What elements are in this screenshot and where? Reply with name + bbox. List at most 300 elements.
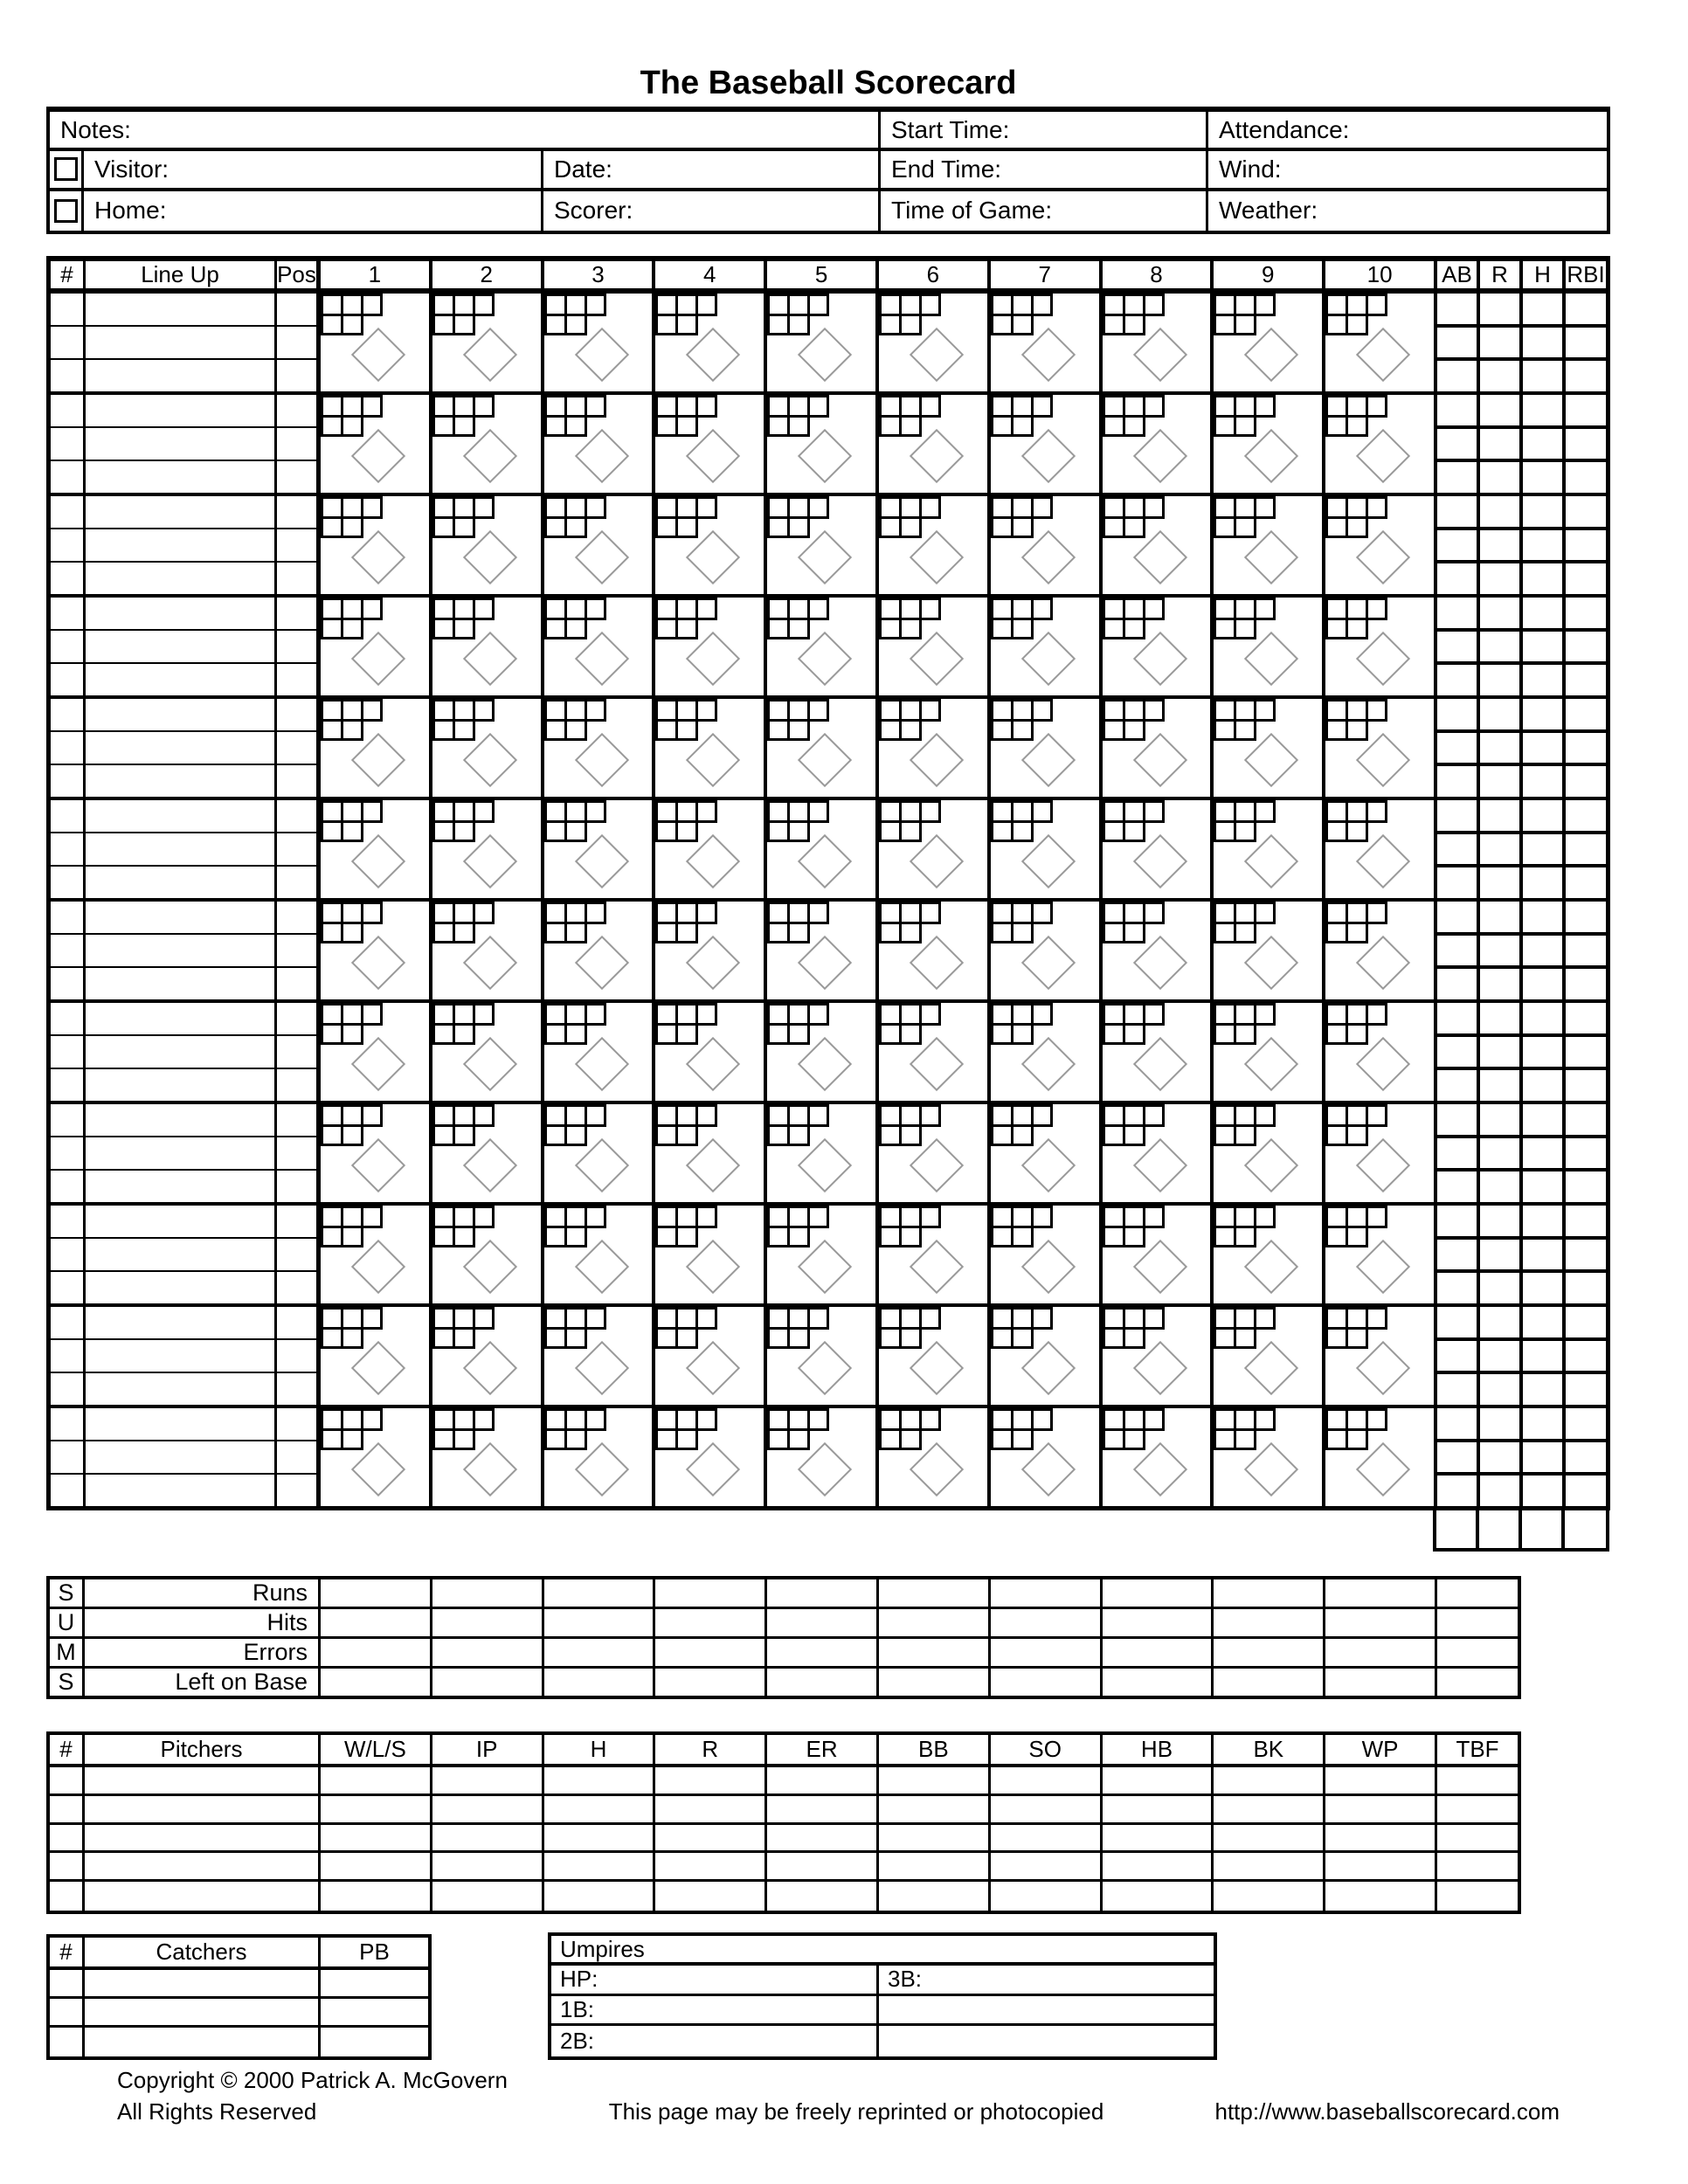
inning-scoring-cell[interactable] xyxy=(432,395,544,496)
stat-total-cell[interactable] xyxy=(1565,1510,1606,1548)
stat-cell[interactable] xyxy=(1437,800,1477,834)
pitch-count-boxes-icon[interactable] xyxy=(767,294,829,335)
pitcher-stat-cell[interactable] xyxy=(1214,1853,1325,1882)
inning-scoring-cell[interactable] xyxy=(1214,496,1325,598)
inning-scoring-cell[interactable] xyxy=(321,1206,432,1307)
pitcher-stat-cell[interactable] xyxy=(432,1767,544,1796)
stat-cell[interactable] xyxy=(1566,1206,1606,1240)
stat-cell[interactable] xyxy=(1523,665,1562,695)
inning-scoring-cell[interactable] xyxy=(1214,1003,1325,1104)
pitcher-stat-cell[interactable] xyxy=(1214,1882,1325,1911)
umpire-blank-field[interactable] xyxy=(879,2026,1214,2056)
pitcher-number-cell[interactable] xyxy=(50,1796,85,1825)
sum-inning-cell[interactable] xyxy=(544,1669,656,1696)
inning-scoring-cell[interactable] xyxy=(544,699,656,800)
position-cell[interactable] xyxy=(277,631,316,664)
stat-cell[interactable] xyxy=(1437,361,1477,391)
inning-scoring-cell[interactable] xyxy=(767,395,879,496)
stat-cell[interactable] xyxy=(1566,969,1606,999)
pitch-count-boxes-icon[interactable] xyxy=(1325,598,1387,639)
umpire-blank-field[interactable] xyxy=(879,1996,1214,2027)
pitch-count-boxes-icon[interactable] xyxy=(879,496,941,538)
pitcher-stat-cell[interactable] xyxy=(432,1882,544,1911)
catcher-pb-cell[interactable] xyxy=(321,2028,428,2056)
inning-scoring-cell[interactable] xyxy=(432,1206,544,1307)
sum-inning-cell[interactable] xyxy=(1325,1579,1437,1609)
pitch-count-boxes-icon[interactable] xyxy=(767,1003,829,1045)
pitch-count-boxes-icon[interactable] xyxy=(544,800,606,842)
pitch-count-boxes-icon[interactable] xyxy=(879,1307,941,1349)
inning-scoring-cell[interactable] xyxy=(1214,1206,1325,1307)
batter-number-cell[interactable] xyxy=(51,732,83,765)
inning-scoring-cell[interactable] xyxy=(1214,395,1325,496)
stat-cell[interactable] xyxy=(1480,563,1519,594)
inning-scoring-cell[interactable] xyxy=(879,1307,991,1408)
position-cell[interactable] xyxy=(277,1069,316,1101)
batter-number-cell[interactable] xyxy=(51,1104,83,1137)
sum-inning-cell[interactable] xyxy=(544,1579,656,1609)
stat-cell[interactable] xyxy=(1437,1240,1477,1274)
stat-cell[interactable] xyxy=(1480,1104,1519,1138)
inning-scoring-cell[interactable] xyxy=(1325,598,1437,699)
inning-scoring-cell[interactable] xyxy=(1325,1307,1437,1408)
pitch-count-boxes-icon[interactable] xyxy=(879,294,941,335)
pitcher-stat-cell[interactable] xyxy=(991,1882,1103,1911)
stat-cell[interactable] xyxy=(1437,1003,1477,1037)
lineup-name-cell[interactable] xyxy=(86,563,274,594)
stat-cell[interactable] xyxy=(1566,1273,1606,1303)
pitcher-stat-cell[interactable] xyxy=(1103,1825,1214,1854)
stat-cell[interactable] xyxy=(1437,1138,1477,1172)
inning-scoring-cell[interactable] xyxy=(1103,294,1214,395)
stat-cell[interactable] xyxy=(1523,969,1562,999)
batter-number-cell[interactable] xyxy=(51,1307,83,1340)
pitch-count-boxes-icon[interactable] xyxy=(544,1003,606,1045)
pitch-count-boxes-icon[interactable] xyxy=(1214,800,1276,842)
stat-cell[interactable] xyxy=(1566,1341,1606,1375)
inning-scoring-cell[interactable] xyxy=(991,800,1103,902)
position-cell[interactable] xyxy=(277,496,316,529)
stat-cell[interactable] xyxy=(1566,530,1606,564)
stat-cell[interactable] xyxy=(1566,733,1606,767)
sum-inning-cell[interactable] xyxy=(879,1669,991,1696)
stat-cell[interactable] xyxy=(1480,800,1519,834)
pitch-count-boxes-icon[interactable] xyxy=(432,1408,495,1450)
lineup-name-cell[interactable] xyxy=(86,1373,274,1405)
batter-number-cell[interactable] xyxy=(51,598,83,631)
pitch-count-boxes-icon[interactable] xyxy=(1103,1408,1165,1450)
pitch-count-boxes-icon[interactable] xyxy=(321,902,383,943)
inning-scoring-cell[interactable] xyxy=(991,902,1103,1003)
position-cell[interactable] xyxy=(277,1003,316,1036)
inning-scoring-cell[interactable] xyxy=(321,902,432,1003)
inning-scoring-cell[interactable] xyxy=(655,800,767,902)
pitch-count-boxes-icon[interactable] xyxy=(432,1307,495,1349)
umpire-hp-field[interactable]: HP: xyxy=(551,1966,879,1996)
inning-scoring-cell[interactable] xyxy=(321,1307,432,1408)
lineup-name-cell[interactable] xyxy=(86,1206,274,1239)
stat-cell[interactable] xyxy=(1437,1206,1477,1240)
stat-cell[interactable] xyxy=(1523,1442,1562,1476)
pitcher-number-cell[interactable] xyxy=(50,1825,85,1854)
inning-scoring-cell[interactable] xyxy=(1103,1003,1214,1104)
inning-scoring-cell[interactable] xyxy=(1325,1003,1437,1104)
stat-cell[interactable] xyxy=(1480,632,1519,666)
inning-scoring-cell[interactable] xyxy=(991,1003,1103,1104)
stat-cell[interactable] xyxy=(1523,1138,1562,1172)
lineup-name-cell[interactable] xyxy=(86,327,274,360)
stat-cell[interactable] xyxy=(1480,1003,1519,1037)
batter-number-cell[interactable] xyxy=(51,294,83,327)
stat-cell[interactable] xyxy=(1437,733,1477,767)
pitch-count-boxes-icon[interactable] xyxy=(991,699,1053,741)
stat-cell[interactable] xyxy=(1523,800,1562,834)
sum-inning-cell[interactable] xyxy=(1103,1609,1214,1639)
sum-inning-cell[interactable] xyxy=(544,1639,656,1669)
pitcher-stat-cell[interactable] xyxy=(767,1825,879,1854)
pitch-count-boxes-icon[interactable] xyxy=(432,294,495,335)
sum-inning-cell[interactable] xyxy=(1325,1609,1437,1639)
inning-scoring-cell[interactable] xyxy=(432,1307,544,1408)
lineup-name-cell[interactable] xyxy=(86,1475,274,1506)
stat-cell[interactable] xyxy=(1437,1037,1477,1071)
stat-cell[interactable] xyxy=(1437,1273,1477,1303)
inning-scoring-cell[interactable] xyxy=(1325,902,1437,1003)
pitcher-stat-cell[interactable] xyxy=(432,1825,544,1854)
pitch-count-boxes-icon[interactable] xyxy=(432,496,495,538)
lineup-name-cell[interactable] xyxy=(86,395,274,428)
pitch-count-boxes-icon[interactable] xyxy=(1103,496,1165,538)
batter-number-cell[interactable] xyxy=(51,867,83,898)
inning-scoring-cell[interactable] xyxy=(432,598,544,699)
lineup-name-cell[interactable] xyxy=(86,1104,274,1137)
pitcher-name-cell[interactable] xyxy=(85,1796,321,1825)
stat-cell[interactable] xyxy=(1480,429,1519,463)
stat-cell[interactable] xyxy=(1566,1240,1606,1274)
umpire-3b-field[interactable]: 3B: xyxy=(879,1966,1214,1996)
sum-inning-cell[interactable] xyxy=(767,1669,879,1696)
stat-cell[interactable] xyxy=(1480,936,1519,970)
stat-cell[interactable] xyxy=(1480,834,1519,868)
stat-cell[interactable] xyxy=(1566,328,1606,362)
pitch-count-boxes-icon[interactable] xyxy=(321,294,383,335)
pitch-count-boxes-icon[interactable] xyxy=(1214,1003,1276,1045)
inning-scoring-cell[interactable] xyxy=(1325,699,1437,800)
pitch-count-boxes-icon[interactable] xyxy=(655,395,717,437)
batter-number-cell[interactable] xyxy=(51,395,83,428)
position-cell[interactable] xyxy=(277,598,316,631)
pitch-count-boxes-icon[interactable] xyxy=(1325,699,1387,741)
position-cell[interactable] xyxy=(277,327,316,360)
stat-cell[interactable] xyxy=(1437,936,1477,970)
batter-number-cell[interactable] xyxy=(51,1069,83,1101)
pitch-count-boxes-icon[interactable] xyxy=(1103,1206,1165,1248)
inning-scoring-cell[interactable] xyxy=(1325,800,1437,902)
pitcher-stat-cell[interactable] xyxy=(655,1882,767,1911)
stat-cell[interactable] xyxy=(1480,361,1519,391)
stat-cell[interactable] xyxy=(1437,834,1477,868)
pitch-count-boxes-icon[interactable] xyxy=(321,1003,383,1045)
stat-cell[interactable] xyxy=(1523,1070,1562,1101)
pitch-count-boxes-icon[interactable] xyxy=(1103,902,1165,943)
pitch-count-boxes-icon[interactable] xyxy=(1103,294,1165,335)
pitch-count-boxes-icon[interactable] xyxy=(991,598,1053,639)
position-cell[interactable] xyxy=(277,461,316,493)
inning-scoring-cell[interactable] xyxy=(1103,496,1214,598)
inning-scoring-cell[interactable] xyxy=(1325,1104,1437,1206)
inning-scoring-cell[interactable] xyxy=(991,395,1103,496)
stat-cell[interactable] xyxy=(1566,462,1606,493)
inning-scoring-cell[interactable] xyxy=(1103,395,1214,496)
pitch-count-boxes-icon[interactable] xyxy=(1325,496,1387,538)
pitch-count-boxes-icon[interactable] xyxy=(1103,1104,1165,1146)
stat-cell[interactable] xyxy=(1523,1206,1562,1240)
inning-scoring-cell[interactable] xyxy=(432,1003,544,1104)
batter-number-cell[interactable] xyxy=(51,1441,83,1475)
stat-cell[interactable] xyxy=(1437,1442,1477,1476)
stat-cell[interactable] xyxy=(1523,1273,1562,1303)
pitch-count-boxes-icon[interactable] xyxy=(991,1206,1053,1248)
pitch-count-boxes-icon[interactable] xyxy=(321,598,383,639)
inning-scoring-cell[interactable] xyxy=(991,598,1103,699)
lineup-name-cell[interactable] xyxy=(86,732,274,765)
inning-scoring-cell[interactable] xyxy=(1103,699,1214,800)
inning-scoring-cell[interactable] xyxy=(321,294,432,395)
stat-cell[interactable] xyxy=(1480,665,1519,695)
pitch-count-boxes-icon[interactable] xyxy=(544,1307,606,1349)
pitch-count-boxes-icon[interactable] xyxy=(1325,1003,1387,1045)
pitch-count-boxes-icon[interactable] xyxy=(321,1104,383,1146)
stat-cell[interactable] xyxy=(1480,1341,1519,1375)
stat-cell[interactable] xyxy=(1523,462,1562,493)
stat-total-cell[interactable] xyxy=(1436,1510,1479,1548)
sum-inning-cell[interactable] xyxy=(991,1669,1103,1696)
position-cell[interactable] xyxy=(277,1171,316,1202)
lineup-name-cell[interactable] xyxy=(86,1171,274,1202)
stat-cell[interactable] xyxy=(1437,665,1477,695)
inning-scoring-cell[interactable] xyxy=(1214,294,1325,395)
stat-cell[interactable] xyxy=(1437,1307,1477,1341)
stat-cell[interactable] xyxy=(1480,462,1519,493)
pitch-count-boxes-icon[interactable] xyxy=(1325,1206,1387,1248)
inning-scoring-cell[interactable] xyxy=(767,1003,879,1104)
batter-number-cell[interactable] xyxy=(51,699,83,732)
inning-scoring-cell[interactable] xyxy=(321,598,432,699)
pitcher-stat-cell[interactable] xyxy=(1103,1767,1214,1796)
pitch-count-boxes-icon[interactable] xyxy=(321,1206,383,1248)
pitch-count-boxes-icon[interactable] xyxy=(321,1408,383,1450)
lineup-name-cell[interactable] xyxy=(86,1036,274,1069)
inning-scoring-cell[interactable] xyxy=(879,902,991,1003)
pitch-count-boxes-icon[interactable] xyxy=(1214,1307,1276,1349)
date-field[interactable] xyxy=(543,151,881,190)
stat-cell[interactable] xyxy=(1523,936,1562,970)
batter-number-cell[interactable] xyxy=(51,1408,83,1441)
inning-scoring-cell[interactable] xyxy=(767,699,879,800)
pitch-count-boxes-icon[interactable] xyxy=(879,800,941,842)
pitcher-stat-cell[interactable] xyxy=(321,1796,432,1825)
pitch-count-boxes-icon[interactable] xyxy=(767,699,829,741)
pitch-count-boxes-icon[interactable] xyxy=(1325,1408,1387,1450)
umpire-1b-field[interactable]: 1B: xyxy=(551,1996,879,2027)
pitch-count-boxes-icon[interactable] xyxy=(991,1408,1053,1450)
inning-scoring-cell[interactable] xyxy=(767,1206,879,1307)
position-cell[interactable] xyxy=(277,1104,316,1137)
stat-cell[interactable] xyxy=(1437,294,1477,328)
inning-scoring-cell[interactable] xyxy=(767,800,879,902)
stat-cell[interactable] xyxy=(1480,902,1519,936)
pitcher-stat-cell[interactable] xyxy=(544,1853,656,1882)
pitcher-stat-cell[interactable] xyxy=(1437,1796,1518,1825)
pitcher-stat-cell[interactable] xyxy=(321,1882,432,1911)
batter-number-cell[interactable] xyxy=(51,461,83,493)
pitch-count-boxes-icon[interactable] xyxy=(1214,902,1276,943)
pitcher-stat-cell[interactable] xyxy=(991,1767,1103,1796)
pitcher-stat-cell[interactable] xyxy=(767,1796,879,1825)
pitch-count-boxes-icon[interactable] xyxy=(1103,598,1165,639)
pitcher-number-cell[interactable] xyxy=(50,1767,85,1796)
stat-cell[interactable] xyxy=(1523,395,1562,429)
inning-scoring-cell[interactable] xyxy=(1214,902,1325,1003)
batter-number-cell[interactable] xyxy=(51,1137,83,1171)
sum-inning-cell[interactable] xyxy=(655,1609,767,1639)
stat-cell[interactable] xyxy=(1437,1341,1477,1375)
pitch-count-boxes-icon[interactable] xyxy=(655,294,717,335)
catcher-number-cell[interactable] xyxy=(50,1970,85,1999)
inning-scoring-cell[interactable] xyxy=(879,395,991,496)
stat-cell[interactable] xyxy=(1480,496,1519,530)
pitcher-stat-cell[interactable] xyxy=(1325,1767,1437,1796)
stat-cell[interactable] xyxy=(1523,632,1562,666)
pitcher-stat-cell[interactable] xyxy=(991,1796,1103,1825)
sum-inning-cell[interactable] xyxy=(767,1639,879,1669)
position-cell[interactable] xyxy=(277,1373,316,1405)
sum-inning-cell[interactable] xyxy=(1214,1669,1325,1696)
batter-number-cell[interactable] xyxy=(51,800,83,833)
position-cell[interactable] xyxy=(277,902,316,935)
catcher-pb-cell[interactable] xyxy=(321,1970,428,1999)
stat-cell[interactable] xyxy=(1480,328,1519,362)
pitch-count-boxes-icon[interactable] xyxy=(1325,294,1387,335)
stat-cell[interactable] xyxy=(1566,1003,1606,1037)
inning-scoring-cell[interactable] xyxy=(432,1104,544,1206)
stat-cell[interactable] xyxy=(1523,1307,1562,1341)
sum-inning-cell[interactable] xyxy=(767,1609,879,1639)
inning-scoring-cell[interactable] xyxy=(655,1104,767,1206)
stat-cell[interactable] xyxy=(1437,496,1477,530)
batter-number-cell[interactable] xyxy=(51,1340,83,1373)
pitcher-stat-cell[interactable] xyxy=(1325,1853,1437,1882)
inning-scoring-cell[interactable] xyxy=(432,1408,544,1506)
inning-scoring-cell[interactable] xyxy=(321,395,432,496)
stat-cell[interactable] xyxy=(1523,1408,1562,1442)
pitcher-stat-cell[interactable] xyxy=(1437,1882,1518,1911)
inning-scoring-cell[interactable] xyxy=(321,1003,432,1104)
pitch-count-boxes-icon[interactable] xyxy=(767,1307,829,1349)
sum-inning-cell[interactable] xyxy=(1214,1579,1325,1609)
pitch-count-boxes-icon[interactable] xyxy=(655,902,717,943)
stat-cell[interactable] xyxy=(1480,1307,1519,1341)
lineup-name-cell[interactable] xyxy=(86,1441,274,1475)
stat-cell[interactable] xyxy=(1437,902,1477,936)
inning-scoring-cell[interactable] xyxy=(879,699,991,800)
batter-number-cell[interactable] xyxy=(51,327,83,360)
pitch-count-boxes-icon[interactable] xyxy=(1214,699,1276,741)
stat-cell[interactable] xyxy=(1480,867,1519,898)
pitch-count-boxes-icon[interactable] xyxy=(432,902,495,943)
pitcher-stat-cell[interactable] xyxy=(1103,1796,1214,1825)
lineup-name-cell[interactable] xyxy=(86,833,274,867)
pitch-count-boxes-icon[interactable] xyxy=(1214,496,1276,538)
scorer-field[interactable] xyxy=(543,191,881,231)
batter-number-cell[interactable] xyxy=(51,664,83,695)
attendance-field[interactable] xyxy=(1208,112,1607,151)
lineup-name-cell[interactable] xyxy=(86,1340,274,1373)
inning-scoring-cell[interactable] xyxy=(544,294,656,395)
pitcher-name-cell[interactable] xyxy=(85,1767,321,1796)
pitch-count-boxes-icon[interactable] xyxy=(321,496,383,538)
inning-scoring-cell[interactable] xyxy=(432,294,544,395)
pitch-count-boxes-icon[interactable] xyxy=(991,902,1053,943)
inning-scoring-cell[interactable] xyxy=(1325,395,1437,496)
inning-scoring-cell[interactable] xyxy=(1325,1206,1437,1307)
inning-scoring-cell[interactable] xyxy=(655,1307,767,1408)
stat-total-cell[interactable] xyxy=(1522,1510,1565,1548)
inning-scoring-cell[interactable] xyxy=(1214,699,1325,800)
batter-number-cell[interactable] xyxy=(51,563,83,594)
catcher-name-cell[interactable] xyxy=(85,2028,321,2056)
position-cell[interactable] xyxy=(277,529,316,563)
batter-number-cell[interactable] xyxy=(51,1272,83,1303)
stat-cell[interactable] xyxy=(1523,530,1562,564)
pitcher-stat-cell[interactable] xyxy=(655,1853,767,1882)
pitch-count-boxes-icon[interactable] xyxy=(655,699,717,741)
pitch-count-boxes-icon[interactable] xyxy=(544,496,606,538)
stat-cell[interactable] xyxy=(1566,1374,1606,1405)
pitcher-stat-cell[interactable] xyxy=(655,1825,767,1854)
pitch-count-boxes-icon[interactable] xyxy=(544,1104,606,1146)
pitcher-stat-cell[interactable] xyxy=(432,1853,544,1882)
pitch-count-boxes-icon[interactable] xyxy=(655,598,717,639)
inning-scoring-cell[interactable] xyxy=(1103,902,1214,1003)
pitch-count-boxes-icon[interactable] xyxy=(432,800,495,842)
stat-cell[interactable] xyxy=(1523,1240,1562,1274)
inning-scoring-cell[interactable] xyxy=(1325,1408,1437,1506)
batter-number-cell[interactable] xyxy=(51,833,83,867)
inning-scoring-cell[interactable] xyxy=(991,294,1103,395)
stat-cell[interactable] xyxy=(1566,1070,1606,1101)
stat-cell[interactable] xyxy=(1566,1476,1606,1506)
visitor-checkbox[interactable] xyxy=(54,157,78,181)
stat-cell[interactable] xyxy=(1437,395,1477,429)
pitcher-name-cell[interactable] xyxy=(85,1853,321,1882)
stat-cell[interactable] xyxy=(1523,598,1562,632)
lineup-name-cell[interactable] xyxy=(86,664,274,695)
inning-scoring-cell[interactable] xyxy=(321,1104,432,1206)
position-cell[interactable] xyxy=(277,968,316,999)
stat-cell[interactable] xyxy=(1523,733,1562,767)
pitcher-stat-cell[interactable] xyxy=(879,1767,991,1796)
footer-website-link[interactable]: http://www.baseballscorecard.com xyxy=(1214,2098,1560,2125)
pitch-count-boxes-icon[interactable] xyxy=(544,598,606,639)
pitcher-stat-cell[interactable] xyxy=(767,1853,879,1882)
pitch-count-boxes-icon[interactable] xyxy=(1103,800,1165,842)
inning-scoring-cell[interactable] xyxy=(655,1003,767,1104)
pitcher-stat-cell[interactable] xyxy=(991,1825,1103,1854)
inning-scoring-cell[interactable] xyxy=(655,699,767,800)
inning-scoring-cell[interactable] xyxy=(991,1307,1103,1408)
stat-cell[interactable] xyxy=(1437,1476,1477,1506)
